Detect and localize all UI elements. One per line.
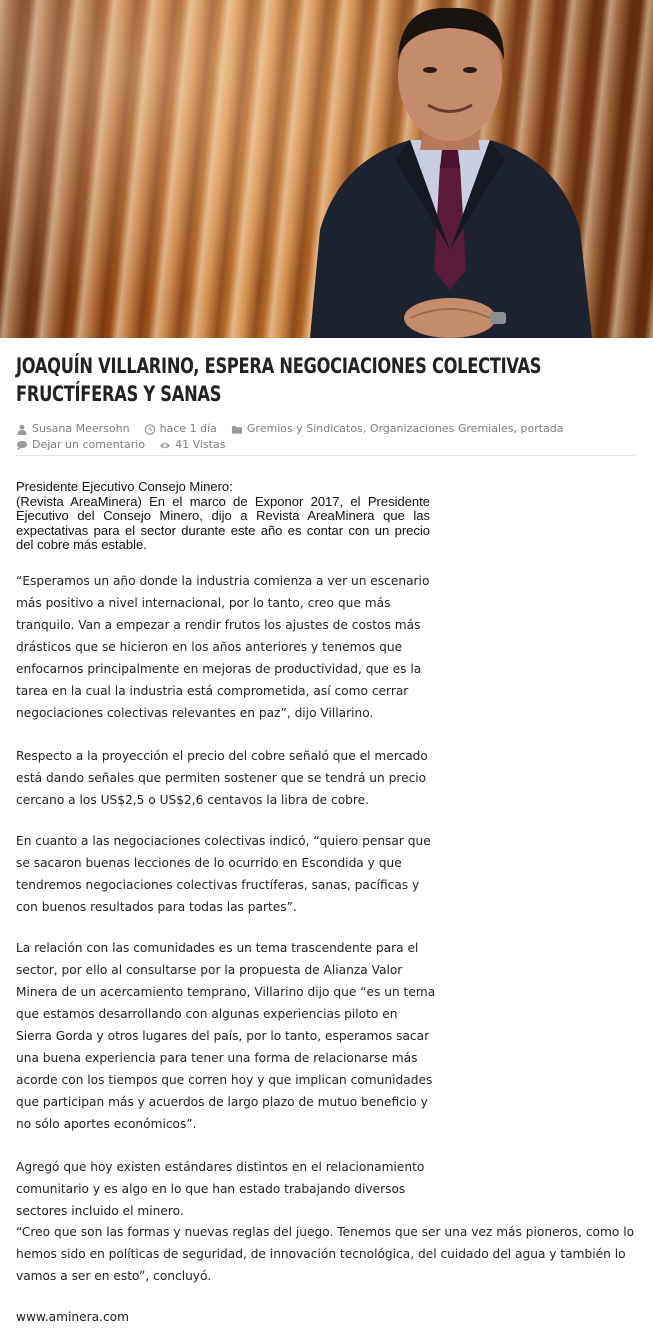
paragraph-text: Respecto a la proyección el precio del cobre señaló que el mercado está dando señales que permiten sostener que se tendrá un precio cercano a los US$2,5 o US$2,6 centavos la libra de cobre. [16, 749, 428, 807]
meta-row-2 [16, 437, 636, 453]
article-paragraph [16, 1221, 641, 1287]
eye-icon [159, 440, 171, 451]
view-count: 41 Vistas [175, 438, 226, 451]
paragraph-text: Agregó que hoy existen estándares distintos en el relacionamiento comunitario y es algo en lo que han estado trabajando diversos sectores incluido el minero. [16, 1160, 425, 1218]
comment-icon [16, 440, 28, 451]
article-paragraph [16, 1156, 436, 1222]
lead-paragraph: (Revista AreaMinera) En el marco de Exponor 2017, el Presidente Ejecutivo del Consejo Minero, dijo a Revista AreaMinera que las expectativas para el sector durante este año es contar con un precio del cobre más estable. [16, 493, 430, 553]
paragraph-text: En cuanto a las negociaciones colectivas indicó, “quiero pensar que se sacaron buenas lecciones de lo ocurrido en Escondida y que tendremos negociaciones colectivas fructíferas, sanas, pacíficas y con buenos resultados para todas las partes”. [16, 834, 431, 914]
category-links[interactable]: Gremios y Sindicatos, Organizaciones Gremiales, portada [246, 422, 564, 435]
article-paragraph [16, 745, 436, 811]
lead-subtitle: Presidente Ejecutivo Consejo Minero: [16, 479, 233, 494]
article-meta [16, 421, 636, 453]
paragraph-text: “Creo que son las formas y nuevas reglas del juego. Tenemos que ser una vez más pioneros, como lo hemos sido en políticas de seguridad, de innovación tecnológica, del cuidado del agua y también lo vamos a ser en esto”, concluyó. [16, 1225, 635, 1283]
paragraph-text: “Esperamos un año donde la industria comienza a ver un escenario más positivo a nivel internacional, por lo tanto, creo que más tranquilo. Van a empezar a rendir frutos los ajustes de costos más drásticos que se hicieron en los años anteriores y tenemos que enfocarnos principalmente en mejoras de productividad, que es la tarea en la cual la industria está comprometida, así como cerrar negociaciones colectivas relevantes en paz”, dijo Villarino. [16, 574, 430, 720]
meta-divider [16, 455, 637, 456]
meta-row-1 [16, 421, 636, 437]
article-lead [16, 480, 430, 553]
leave-comment-link[interactable]: Dejar un comentario [32, 438, 146, 451]
article-paragraph [16, 830, 436, 918]
portrait-figure [300, 0, 600, 338]
author-link[interactable]: Susana Meersohn [32, 422, 130, 435]
post-time: hace 1 día [159, 422, 217, 435]
article-title: JOAQUÍN VILLARINO, ESPERA NEGOCIACIONES COLECTIVAS FRUCTÍFERAS Y SANAS [16, 354, 542, 406]
source-link[interactable] [16, 1306, 436, 1328]
clock-icon [144, 424, 156, 435]
source-link-text[interactable]: www.aminera.com [16, 1310, 129, 1324]
paragraph-text: La relación con las comunidades es un tema trascendente para el sector, por ello al consultarse por la propuesta de Alianza Valor Minera de un acercamiento temprano, Villarino dijo que “es un tema que estamos desarrollando con algunas experiencias piloto en Sierra Gorda y otros lugares del país, por lo tanto, esperamos sacar una buena experiencia para tener una forma de relacionarse más acorde con los tiempos que corren hoy y que implican comunidades que participan más y acuerdos de largo plazo de mutuo beneficio y no sólo aportes económicos”. [16, 941, 436, 1131]
folder-icon [231, 424, 243, 435]
hero-image [0, 0, 653, 338]
article-paragraph [16, 570, 436, 724]
article-paragraph [16, 937, 436, 1135]
user-icon [16, 424, 28, 435]
